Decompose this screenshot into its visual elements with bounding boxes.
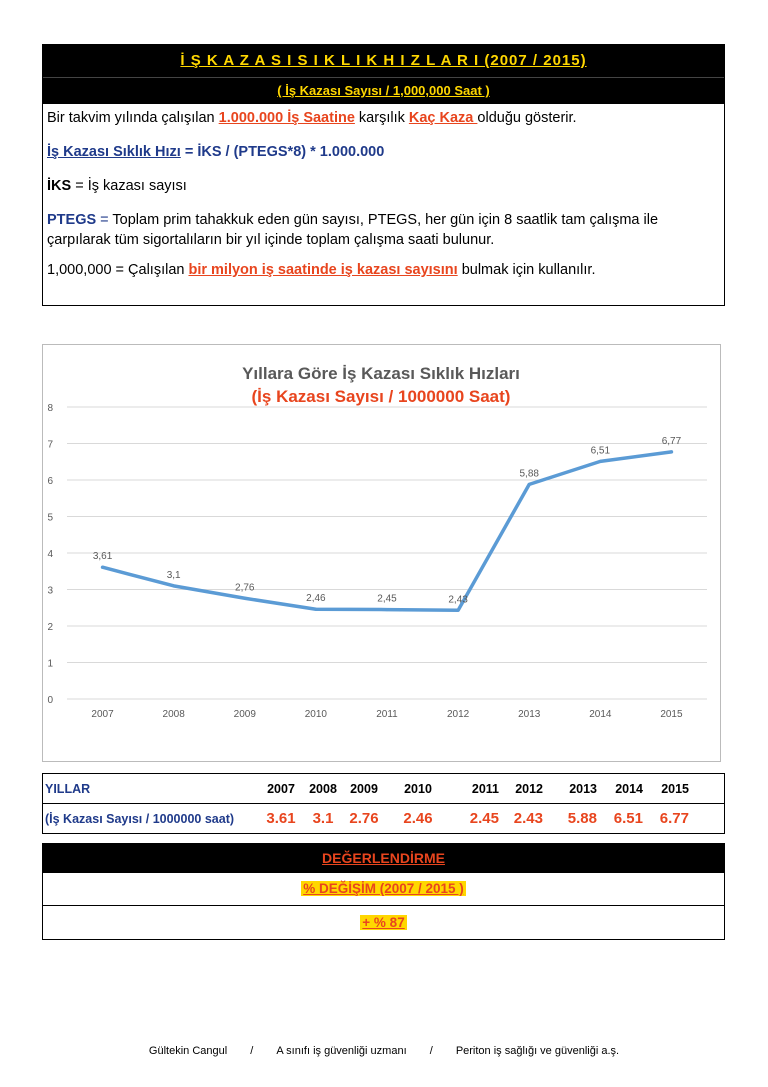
page-footer — [0, 1045, 768, 1057]
definition-line: Bir takvim yılında çalışılan 1.000.000 İş Saatine karşılık Kaç Kaza olduğu gösterir. — [47, 110, 577, 126]
data-point — [457, 609, 460, 612]
company-name: Periton iş sağlığı ve güvenliği a.ş. — [455, 1045, 620, 1057]
table-cell: 3.61 — [266, 810, 296, 827]
evaluation-title: DEĞERLENDİRME — [43, 844, 724, 872]
x-tick-label: 2015 — [660, 709, 683, 720]
data-point — [172, 584, 175, 587]
table-cell: 6.51 — [613, 810, 643, 827]
info-box — [42, 44, 725, 306]
data-point — [386, 608, 389, 611]
data-point — [599, 460, 602, 463]
y-tick-label: 8 — [47, 403, 53, 414]
x-tick-label: 2011 — [376, 709, 398, 720]
y-tick-label: 5 — [47, 512, 53, 524]
y-tick-label: 1 — [47, 658, 53, 670]
x-tick-label: 2008 — [162, 709, 185, 720]
y-tick-label: 4 — [47, 549, 53, 560]
y-tick-label: 7 — [47, 439, 53, 451]
table-cell: 2.45 — [469, 810, 499, 827]
series-line — [103, 452, 672, 610]
data-label: 6,51 — [590, 445, 611, 457]
author-role: A sınıfı iş güvenliği uzmanı — [276, 1045, 407, 1057]
values-table — [43, 774, 724, 833]
table-cell: 2014 — [599, 774, 645, 804]
table-cell: 6.77 — [659, 810, 689, 827]
million-line: 1,000,000 = Çalışılan bir milyon iş saatinde iş kazası sayısını bulmak için kullanılır. — [47, 262, 596, 278]
values-table-box — [42, 773, 725, 834]
table-row-values — [43, 804, 724, 834]
table-cell: 2007 — [257, 774, 305, 804]
evaluation-box — [42, 843, 725, 940]
x-tick-label: 2013 — [518, 709, 541, 720]
page-subtitle-text: ( İş Kazası Sayısı / 1,000,000 Saat ) — [277, 83, 490, 98]
data-point — [243, 597, 246, 600]
table-cell: 3.1 — [312, 810, 334, 827]
data-label: 3,61 — [92, 551, 113, 563]
table-cell: 2013 — [545, 774, 599, 804]
chart-container — [42, 344, 721, 762]
change-label: % DEĞİŞİM (2007 / 2015 ) — [43, 872, 724, 906]
line-chart — [43, 345, 720, 761]
table-cell: 2.46 — [403, 810, 433, 827]
table-row-years — [43, 774, 724, 804]
table-cell: 2011 — [449, 774, 501, 804]
data-label: 2,45 — [377, 593, 397, 605]
data-label: 5,88 — [519, 468, 539, 480]
data-label: 3,1 — [166, 569, 181, 581]
table-cell: 2009 — [341, 774, 387, 804]
table-cell: 2012 — [501, 774, 545, 804]
chart-title: Yıllara Göre İş Kazası Sıklık Hızları — [242, 364, 520, 383]
table-row-label: YILLAR — [43, 774, 257, 804]
iks-line: İKS = İş kazası sayısı — [47, 178, 187, 194]
y-tick-label: 0 — [47, 695, 53, 706]
page-title — [43, 45, 724, 77]
y-tick-label: 2 — [47, 622, 53, 633]
ptegs-line: PTEGS = Toplam prim tahakkuk eden gün sayısı, PTEGS, her gün için 8 saatlik tam çalışma ile çarpılarak tüm sigortalıların bir yıl içinde toplam çalışma saati bulunur. — [47, 212, 659, 248]
table-cell: 5.88 — [567, 810, 597, 827]
x-tick-label: 2009 — [233, 709, 256, 720]
data-label: 6,77 — [661, 435, 682, 447]
table-row-label: (İş Kazası Sayısı / 1000000 saat) — [45, 811, 235, 826]
formula-line: İş Kazası Sıklık Hızı = İKS / (PTEGS*8) * 1.000.000 — [47, 144, 385, 160]
table-cell: 2015 — [645, 774, 691, 804]
page-subtitle — [43, 77, 724, 104]
table-cell: 2010 — [387, 774, 449, 804]
x-tick-label: 2007 — [91, 709, 114, 720]
y-tick-label: 3 — [47, 585, 53, 597]
x-tick-label: 2010 — [304, 709, 328, 720]
data-point — [101, 566, 104, 569]
y-tick-label: 6 — [47, 476, 53, 487]
x-tick-label: 2012 — [446, 709, 470, 720]
data-point — [528, 483, 531, 486]
chart-subtitle: (İş Kazası Sayısı / 1000000 Saat) — [251, 387, 511, 406]
data-label: 2,43 — [448, 594, 468, 606]
footer-separator: / — [429, 1045, 433, 1057]
table-cell: 2008 — [305, 774, 341, 804]
x-tick-label: 2014 — [589, 709, 612, 720]
author-name: Gültekin Cangul — [148, 1045, 228, 1057]
table-cell: 2.43 — [513, 810, 543, 827]
data-label: 2,76 — [235, 582, 255, 594]
data-label: 2,46 — [306, 593, 326, 605]
page-title-text: İ Ş K A Z A S I S I K L I K H I Z L A R I (2007 / 2015) — [180, 52, 587, 69]
footer-separator: / — [250, 1045, 254, 1057]
table-cell: 2.76 — [349, 810, 379, 827]
description — [43, 104, 724, 280]
data-point — [670, 450, 673, 453]
change-value: + % 87 — [362, 915, 405, 930]
data-point — [314, 608, 317, 611]
